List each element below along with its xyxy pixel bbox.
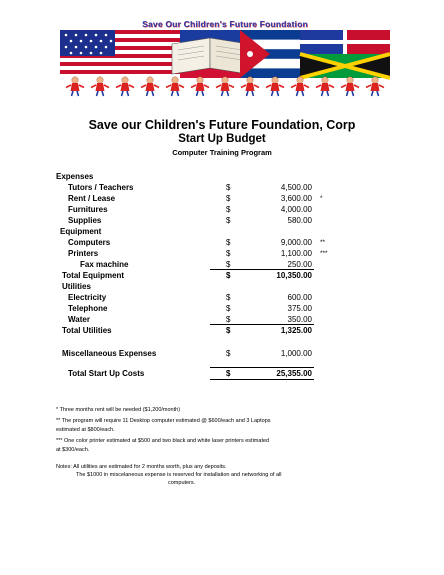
- row-label: Total Utilities: [62, 326, 112, 335]
- section-heading: Expenses: [56, 172, 94, 181]
- row-amount: 10,350.00: [276, 271, 312, 280]
- currency-symbol: $: [226, 216, 231, 225]
- expenses-heading-row: [0, 171, 444, 182]
- row-amount: 350.00: [287, 315, 312, 324]
- table-row: [0, 204, 444, 215]
- table-row: [0, 348, 444, 359]
- children-row-illustration: [66, 77, 384, 96]
- section-heading: Equipment: [60, 227, 102, 236]
- total-row: [0, 270, 444, 281]
- currency-symbol: $: [226, 249, 231, 258]
- row-label: Furnitures: [68, 205, 108, 214]
- currency-symbol: $: [226, 271, 231, 280]
- row-amount: 1,000.00: [280, 349, 312, 358]
- row-label: Total Start Up Costs: [68, 369, 145, 378]
- document-title: Start Up Budget: [178, 133, 266, 145]
- currency-symbol: $: [226, 369, 231, 378]
- currency-symbol: $: [226, 304, 231, 313]
- us-flag-icon: [60, 30, 180, 78]
- table-row: [0, 248, 444, 259]
- row-label: Total Equipment: [62, 271, 125, 280]
- row-amount: 600.00: [287, 293, 312, 302]
- row-amount: 9,000.00: [280, 238, 312, 247]
- dominican-flag-icon: [300, 30, 390, 54]
- footnote-computers-1: ** The program will require 11 Desktop computer estimated @ $600/each and 3 Laptops: [56, 418, 271, 424]
- footnote-printers-1: *** One color printer estimated at $500 and two black and white laser printers estimated: [56, 438, 270, 444]
- table-row: [0, 193, 444, 204]
- row-amount: 250.00: [287, 260, 312, 269]
- banner-title: Save Our Children's Future Foundation: [142, 19, 308, 29]
- footnote-marker: *: [320, 195, 323, 202]
- row-amount: 580.00: [287, 216, 312, 225]
- row-label: Tutors / Teachers: [68, 183, 134, 192]
- flags-and-children-illustration: [60, 22, 390, 100]
- notes-misc-cont: computers.: [168, 480, 196, 486]
- footnote-computers-2: estimated at $800/each.: [56, 427, 115, 433]
- notes-utilities: Notes: All utilities are estimated for 2 months worth, plus any deposits.: [56, 464, 227, 470]
- row-amount: 4,000.00: [280, 205, 312, 214]
- currency-symbol: $: [226, 238, 231, 247]
- table-row: [0, 303, 444, 314]
- row-amount: 3,600.00: [280, 194, 312, 203]
- foundation-banner: [60, 19, 390, 100]
- row-label: Rent / Lease: [68, 194, 116, 203]
- currency-symbol: $: [226, 183, 231, 192]
- table-row: [0, 215, 444, 226]
- grand-total-row: [0, 368, 444, 379]
- section-heading: Utilities: [62, 282, 91, 291]
- utilities-heading-row: [0, 281, 444, 292]
- row-amount: 25,355.00: [276, 369, 312, 378]
- footnote-rent: * Three months rent will be needed ($1,200/month): [56, 407, 181, 413]
- grand-total-underline: [210, 379, 314, 380]
- row-label: Water: [68, 315, 90, 324]
- row-label: Printers: [68, 249, 99, 258]
- row-label: Supplies: [68, 216, 102, 225]
- row-label: Fax machine: [80, 260, 129, 269]
- equipment-heading-row: [0, 226, 444, 237]
- row-amount: 1,325.00: [280, 326, 312, 335]
- row-label: Miscellaneous Expenses: [62, 349, 157, 358]
- table-row: [0, 182, 444, 193]
- currency-symbol: $: [226, 205, 231, 214]
- currency-symbol: $: [226, 194, 231, 203]
- currency-symbol: $: [226, 293, 231, 302]
- row-label: Electricity: [68, 293, 107, 302]
- table-row: [0, 237, 444, 248]
- currency-symbol: $: [226, 315, 231, 324]
- currency-symbol: $: [226, 349, 231, 358]
- notes-misc: The $1000 in miscelaneous expense is reserved for installation and networking of all: [76, 472, 282, 478]
- row-amount: 375.00: [287, 304, 312, 313]
- program-subtitle: Computer Training Program: [172, 148, 272, 157]
- footnote-marker: **: [320, 239, 326, 246]
- organization-title: Save our Children's Future Foundation, Corp: [88, 118, 356, 132]
- jamaica-flag-icon: [300, 54, 390, 78]
- table-row: [0, 292, 444, 303]
- cuba-flag-icon: [240, 30, 300, 78]
- row-label: Computers: [68, 238, 111, 247]
- row-label: Telephone: [68, 304, 108, 313]
- currency-symbol: $: [226, 326, 231, 335]
- footnote-printers-2: at $300/each.: [56, 447, 90, 453]
- currency-symbol: $: [226, 260, 231, 269]
- row-amount: 1,100.00: [280, 249, 312, 258]
- row-amount: 4,500.00: [280, 183, 312, 192]
- footnote-marker: ***: [320, 250, 328, 257]
- total-row: [0, 325, 444, 336]
